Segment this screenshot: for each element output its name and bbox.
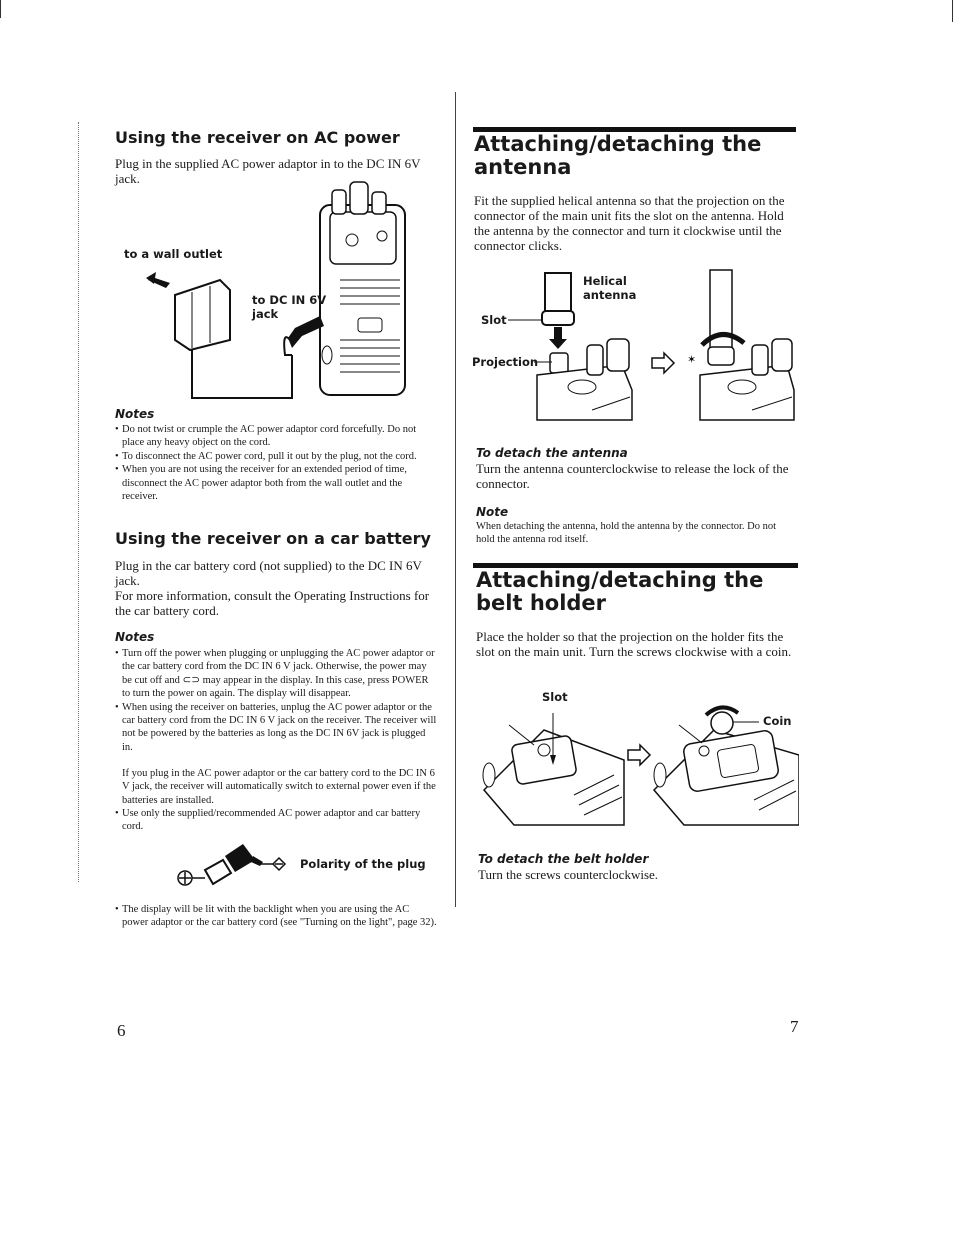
car-note-2-continuation: If you plug in the AC power adaptor or the car battery cord to the DC IN 6 V jack, the receiver will automatically switch to external power even if the batteries are installed. xyxy=(122,768,436,806)
detach-antenna-body: Turn the antenna counterclockwise to release the lock of the connector. xyxy=(476,461,789,491)
svg-text:✶: ✶ xyxy=(687,353,697,366)
column-divider xyxy=(455,92,456,907)
label-projection: Projection xyxy=(472,355,539,369)
detach-belt-body: Turn the screws counterclockwise. xyxy=(478,867,659,882)
ac-note-1: • Do not twist or crumple the AC power adaptor cord forcefully. Do not place any heavy object on the cord. xyxy=(115,423,437,450)
page-number-right: 7 xyxy=(790,1017,799,1036)
ac-note-3: • When you are not using the receiver for an extended period of time, disconnect the AC power adaptor both from the wall outlet and the receiver. xyxy=(115,463,437,503)
ac-note-2: • To disconnect the AC power cord, pull it out by the plug, not the cord. xyxy=(115,450,437,463)
car-notes-list xyxy=(115,647,437,754)
belt-holder-body: Place the holder so that the projection on the holder fits the slot on the main unit. Turn the screws clockwise with a coin. xyxy=(476,629,792,659)
ac-notes-list xyxy=(115,423,437,503)
detach-antenna-heading: To detach the antenna xyxy=(476,446,628,460)
detach-belt-heading: To detach the belt holder xyxy=(478,852,649,866)
antenna-body: Fit the supplied helical antenna so that the projection on the connector of the main unit fits the slot on the antenna. Hold the antenna by the connector and turn it clockwise until the connector clicks. xyxy=(474,193,785,253)
car-notes-list-3 xyxy=(115,903,437,930)
ac-power-heading: Using the receiver on AC power xyxy=(115,128,400,147)
label-belt-slot: Slot xyxy=(542,690,568,704)
ac-notes-heading: Notes xyxy=(115,407,155,421)
polarity-label: Polarity of the plug xyxy=(300,857,426,871)
car-note-4: • The display will be lit with the backlight when you are using the AC power adaptor or the car battery cord (see "Turning on the light", page 32). xyxy=(115,903,437,930)
ac-power-body: Plug in the supplied AC power adaptor in to the DC IN 6V jack. xyxy=(115,156,421,186)
label-to-dc-in-jack: to DC IN 6V jack xyxy=(252,293,327,321)
binding-margin-line xyxy=(78,122,80,882)
right-edge-rule xyxy=(952,0,953,22)
car-note-1: • Turn off the power when plugging or unplugging the AC power adaptor or the car battery cord from the DC IN 6 V jack. Otherwise, the power may be cut off and ⊂⊃ may appear in the display. In this case, press POWER to turn the power on again. The display will disappear. xyxy=(115,647,437,701)
car-battery-body-1: Plug in the car battery cord (not supplied) to the DC IN 6V jack. xyxy=(115,558,422,588)
car-notes-list-2 xyxy=(115,807,437,834)
car-notes-heading: Notes xyxy=(115,630,155,644)
car-battery-body-2: For more information, consult the Operating Instructions for the car battery cord. xyxy=(115,588,430,618)
left-edge-rule xyxy=(0,0,1,18)
antenna-note-body: When detaching the antenna, hold the antenna by the connector. Do not hold the antenna rod itself. xyxy=(476,521,777,546)
car-note-2: • When using the receiver on batteries, unplug the AC power adaptor or the car battery cord from the DC IN 6 V jack on the receiver. The receiver will not be powered by the batteries as long as the DC IN 6V jack is plugged in. xyxy=(115,701,437,755)
antenna-note-heading: Note xyxy=(476,505,509,519)
car-battery-heading: Using the receiver on a car battery xyxy=(115,529,431,548)
antenna-heading: Attaching/detaching the antenna xyxy=(474,132,762,179)
belt-holder-illustration xyxy=(474,705,799,830)
page-number-left: 6 xyxy=(117,1021,126,1040)
polarity-plug-icon xyxy=(175,838,290,888)
belt-holder-heading: Attaching/detaching the belt holder xyxy=(476,568,764,615)
label-coin: Coin xyxy=(763,714,792,728)
label-antenna-slot: Slot xyxy=(481,313,507,327)
label-to-wall-outlet: to a wall outlet xyxy=(124,247,223,261)
car-note-3: • Use only the supplied/recommended AC power adaptor and car battery cord. xyxy=(115,807,437,834)
label-helical-antenna: Helical antenna xyxy=(583,274,637,302)
